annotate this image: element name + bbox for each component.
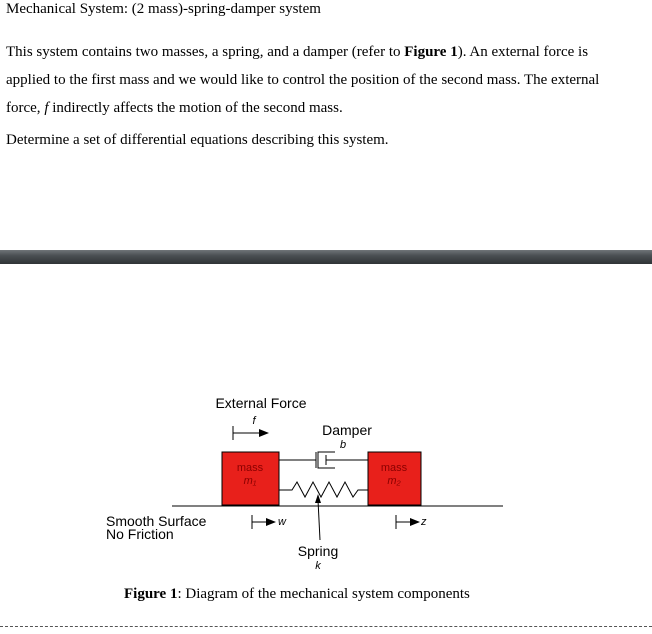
question-text: Determine a set of differential equations describing this system. (6, 132, 389, 148)
intro-text-3: indirectly affects the motion of the second mass. (48, 100, 343, 116)
mass-2-var: m₂ (387, 475, 401, 487)
force-var: f (252, 415, 256, 427)
intro-text-1: This system contains two masses, a spring, and a damper (refer to (6, 44, 405, 60)
bottom-dashed-rule (0, 626, 652, 627)
surface-label-line-2: No Friction (106, 526, 174, 542)
surface-label-line-1: Smooth Surface (106, 513, 207, 529)
w-var: w (278, 516, 286, 528)
figure-caption-label: Figure 1 (124, 586, 178, 602)
damper-var: b (339, 439, 347, 451)
figure-caption-text: : Diagram of the mechanical system components (177, 586, 470, 602)
page-title: Mechanical System: (2 mass)-spring-damper system (6, 1, 321, 17)
force-symbol: f (44, 100, 49, 116)
figure-caption (124, 586, 470, 603)
w-displacement-arrow-icon (252, 515, 276, 529)
intro-text-2: ). An external force is applied to the first mass and we would like to control the position of the second mass. The external force, (6, 44, 600, 116)
damper (279, 452, 368, 468)
spring-var: k (315, 560, 321, 572)
z-displacement-arrow-icon (396, 515, 420, 529)
damper-label: Damper (322, 422, 372, 438)
mass-2-label: mass (380, 462, 408, 474)
spring (279, 482, 368, 497)
figure-reference: Figure 1 (404, 44, 458, 60)
mass-1-label: mass (236, 462, 264, 474)
force-arrow-icon (233, 426, 269, 440)
z-var: z (421, 516, 427, 528)
mass-1-var: m₁ (243, 475, 257, 487)
external-force-label: External Force (215, 395, 307, 411)
spring-label: Spring (297, 543, 339, 559)
